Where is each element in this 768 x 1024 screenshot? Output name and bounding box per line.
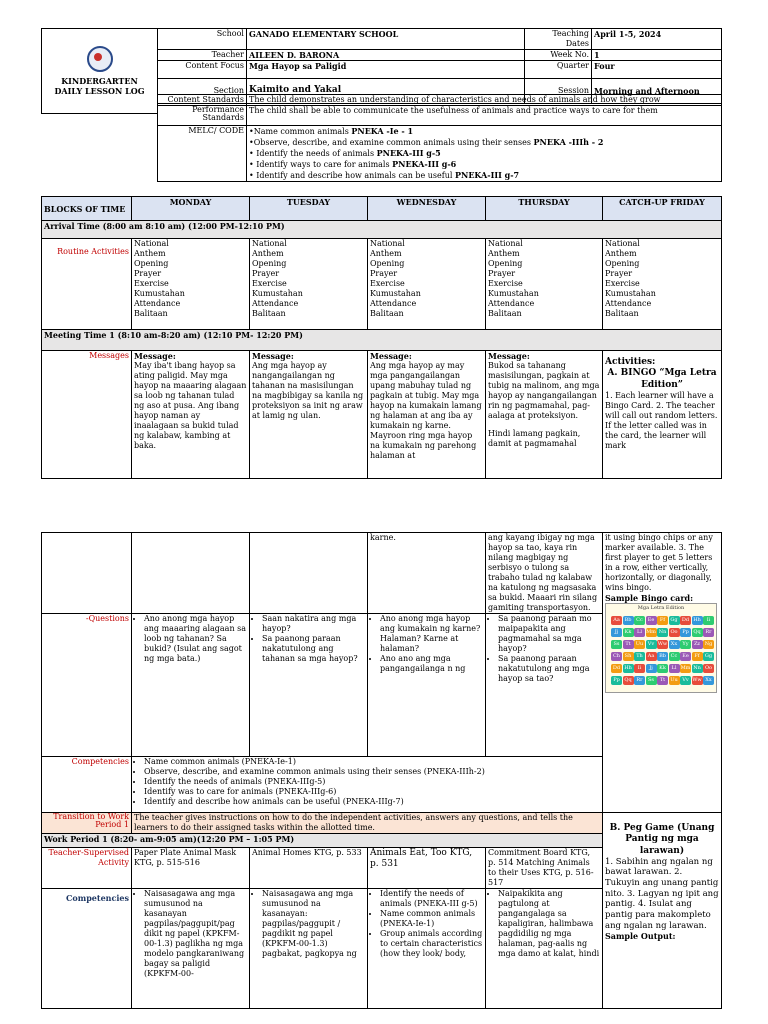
competency-tuesday [250, 889, 368, 1009]
content-focus-value: Mga Hayop sa Paligid [247, 61, 525, 79]
work-period-row: Work Period 1 (8:20- am-9:05 am)(12:20 PM – 1:05 PM) [42, 834, 603, 848]
bingo-instructions-cont: it using bingo chips or any marker available. 3. The first player to get 5 letters in a row, either vertically, horizontally, or diagonally, wins bingo. [605, 533, 713, 592]
routine-line: Anthem [488, 249, 520, 258]
teaching-dates-value: April 1-5, 2024 [592, 29, 722, 50]
day-header-thursday: THURSDAY [486, 197, 603, 221]
arrival-time-row: Arrival Time (8:00 am 8:10 am) (12:00 PM-12:10 PM) [42, 221, 722, 239]
standards-table [157, 94, 722, 182]
competency-thursday [486, 889, 603, 1009]
routine-line: Prayer [252, 269, 280, 278]
routine-line: National [605, 239, 640, 248]
routine-line: Exercise [252, 279, 287, 288]
sample-output-label: Sample Output: [605, 931, 676, 942]
dll-title-cell [42, 29, 158, 114]
competency-item: • Group animals according to certain characteristics (how they look/ body, [380, 929, 483, 959]
bingo-cell: Kk [657, 664, 668, 673]
meeting-time-row: Meeting Time 1 (8:10 am-8:20 am) (12:10 PM- 12:20 PM) [42, 330, 722, 351]
question-item: • Ano ano ang mga pangangailanga n ng [380, 654, 483, 674]
bingo-card-header: Mga Letra Edition [637, 605, 685, 611]
question-item: • Sa paanong paraan nakatutulong ang mga hayop sa tao? [498, 654, 600, 684]
performance-standards-label [158, 106, 247, 126]
competency-item: • Identify and describe how animals can be useful (PNEKA-IIIg-7) [144, 797, 600, 807]
day-header-friday: CATCH-UP FRIDAY [603, 197, 722, 221]
routine-line: Prayer [370, 269, 398, 278]
bingo-cell: Qq [693, 629, 701, 635]
competency-item: • Name common animals (PNEKA-Ie-1) [144, 757, 600, 767]
routine-line: National [134, 239, 169, 248]
bingo-cell: Ff [692, 652, 703, 661]
message-text: Ang mga hayop ay nangangailangan ng tahanan na masisilungan na magbibigay sa kanila ng proteksiyon sa init ng araw at lamig ng ulan. [252, 361, 364, 420]
bingo-cell: Vv [646, 640, 657, 649]
content-standards-label: Content Standards [158, 95, 247, 106]
routine-wednesday [368, 239, 486, 330]
melc-list [247, 126, 722, 182]
bingo-cell: Hh [624, 665, 632, 671]
bingo-cell: Ee [646, 616, 657, 625]
routine-line: Anthem [134, 249, 166, 258]
routine-activities-label: Routine Activities [42, 239, 132, 330]
melc-item: • Identify ways to care for animals PNEKA-III g-6 [249, 159, 457, 169]
message-wednesday-cont: karne. [368, 533, 486, 614]
teacher-supervised-label: Teacher-Supervised Activity [42, 848, 132, 889]
questions-thursday [486, 614, 603, 757]
school-label: School [158, 29, 247, 50]
routine-friday [603, 239, 722, 330]
routine-line: Exercise [605, 279, 640, 288]
message-head: Message: [370, 351, 412, 361]
teaching-dates-label: Teaching Dates [525, 29, 592, 50]
tsa-thursday: Commitment Board KTG, p. 514 Matching Animals to their Uses KTG, p. 516-517 [486, 848, 603, 889]
section-label: Section [158, 79, 247, 104]
week-label: Week No. [525, 50, 592, 61]
questions-wednesday [368, 614, 486, 757]
bingo-cell: Oo [670, 629, 678, 635]
routine-line: Attendance [252, 299, 299, 308]
bingo-cell: Jj [611, 628, 622, 637]
routine-line: Prayer [134, 269, 162, 278]
competencies-list [132, 757, 603, 813]
routine-line: Opening [605, 259, 640, 268]
performance-label-line1: Performance [192, 105, 244, 114]
bingo-cell: Dd [612, 665, 621, 671]
quarter-label: Quarter [525, 61, 592, 79]
bingo-cell: Jj [646, 664, 657, 673]
message-text: Ang mga hayop ay may mga pangangailangan upang mabuhay tulad ng pagkain at tubig. May mga hayop na kumakain lamang ng halaman at ang iba ay kumakain ng karne. Mayroon ring mga hayop na kumakain ng parehong halaman at [370, 361, 482, 460]
routine-line: Balitaan [370, 309, 404, 318]
week-value: 1 [592, 50, 722, 61]
routine-line: Kumustahan [488, 289, 539, 298]
bingo-cell: Ng [704, 641, 713, 647]
question-item: • Sa paanong paraan nakatutulong ang tahanan sa mga hayop? [262, 634, 365, 664]
bingo-cell: Ss [646, 676, 657, 685]
question-item: • Ano anong mga hayop ang maaaring alagaan sa loob ng tahanan? Sa bukid? (Isulat ang sagot ng mga bata.) [144, 614, 247, 664]
tsa-tuesday: Animal Homes KTG, p. 533 [250, 848, 368, 889]
title-line-1: KINDERGARTEN [61, 76, 138, 86]
tsa-monday: Paper Plate Animal Mask KTG, p. 515-516 [132, 848, 250, 889]
bingo-cell: Uu [635, 641, 644, 647]
questions-label: -Questions [42, 614, 132, 757]
question-item: • Ano anong mga hayop ang kumakain ng karne? Halaman? Karne at halaman? [380, 614, 483, 654]
bingo-cell: Nn [658, 629, 667, 635]
competency-item: • Naisasagawa ang mga sumusunod na kasanayan pagpilas/paggupit/pag dikit ng papel (KPKFM-00-1.3) paglikha ng mga modelo pangkaraniwang bagay sa paligid (KPKFM-00- [144, 889, 247, 979]
competency-item: • Identify was to care for animals (PNEKA-IIIg-6) [144, 787, 600, 797]
peg-game-instructions: 1. Sabihin ang ngalan ng bawat larawan. 2. Tukuyin ang unang pantig nito. 3. Lagyan ng ipit ang pantig. 4. Isulat ang pantig para makompleto ang ngalan ng larawan. [605, 856, 719, 931]
melc-item: •Name common animals PNEKA -Ie - 1 [249, 126, 414, 136]
bingo-cell: Zz [692, 640, 703, 649]
message-text: May iba't ibang hayop sa ating paligid. May mga hayop na maaaring alagaan sa loob ng tahanan tulad ng aso at pusa. Ang ibang hayop naman ay inaalagaan sa bukid tulad ng kalabaw, kambing at baka. [134, 361, 247, 450]
bingo-cell: Rr [703, 628, 714, 637]
routine-line: Attendance [370, 299, 417, 308]
bingo-cell: Th [634, 652, 645, 661]
routine-line: Kumustahan [370, 289, 421, 298]
routine-line: Anthem [252, 249, 284, 258]
routine-line: Kumustahan [134, 289, 185, 298]
performance-label-line2: Standards [202, 113, 244, 123]
bingo-cell: Xx [669, 640, 680, 649]
peg-game-cell [603, 813, 722, 1009]
bingo-cell: Aa [646, 652, 657, 661]
competency-item: • Observe, describe, and examine common animals using their senses (PNEKA-IIIh-2) [144, 767, 600, 777]
bingo-cell: Gg [704, 653, 713, 659]
message-wednesday [368, 351, 486, 479]
melc-label: MELC/ CODE [158, 126, 247, 182]
routine-line: Kumustahan [605, 289, 656, 298]
bingo-instructions: 1. Each learner will have a Bingo Card. 2. The teacher will call out random letters. If the letter called was in the card, the learner will mark [605, 390, 718, 450]
messages-label: Messages [42, 351, 132, 479]
bingo-cell: Qq [624, 677, 632, 683]
title-line-2: DAILY LESSON LOG [54, 86, 145, 96]
sample-bingo-label: Sample Bingo card: [605, 593, 694, 603]
bingo-cell: Tt [657, 676, 668, 685]
bingo-cell: Ww [692, 677, 702, 683]
message-thursday-cont: ang kayang ibigay ng mga hayop sa tao, kaya rin nilang magbigay ng serbisyo o tulong sa trabaho tulad ng kalabaw na katulong ng magsasaka sa bukid. Maaari rin silang gamiting transportasyon. [486, 533, 603, 614]
bingo-cell: Ii [634, 664, 645, 673]
competency-item: • Naisasagawa ang mga sumusunod na kasanayan: pagpilas/paggupit / pagdikit ng papel (KPKFM-00-1.3) pagbakat, pagkopya ng [262, 889, 365, 959]
competency-item: • Name common animals (PNEKA-Ie-1) [380, 909, 483, 929]
session-value: Morning and Afternoon [592, 79, 722, 104]
transition-label: Transition to Work Period 1 [42, 813, 132, 834]
routine-line: Attendance [488, 299, 535, 308]
message-text-2: Hindi lamang pagkain, damit at pagmamahal [488, 429, 581, 448]
routine-line: Anthem [605, 249, 637, 258]
bingo-cell: Bb [623, 616, 634, 625]
day-header-monday: MONDAY [132, 197, 250, 221]
day-header-wednesday: WEDNESDAY [368, 197, 486, 221]
bingo-cell: Tt [623, 640, 634, 649]
routine-line: National [252, 239, 287, 248]
bingo-cell: Mm [680, 665, 691, 671]
competencies-label: Competencies [42, 757, 132, 813]
competency-item: • Naipakikita ang pagtulong at pangangalaga sa kapaligiran, halimbawa pagdidilig ng mga halaman, pag-aalis ng mga damo at kalat, hindi [498, 889, 600, 959]
question-item: • Saan nakatira ang mga hayop? [262, 614, 365, 634]
routine-line: Opening [134, 259, 169, 268]
routine-line: Opening [370, 259, 405, 268]
bingo-cell: Aa [611, 616, 622, 625]
schedule-table-bottom [41, 532, 722, 1009]
bingo-cell: Yy [680, 640, 691, 649]
routine-line: Prayer [488, 269, 516, 278]
routine-line: Exercise [488, 279, 523, 288]
routine-monday [132, 239, 250, 330]
melc-item: • Identify the needs of animals PNEKA-III g-5 [249, 148, 441, 158]
tsa-wednesday: Animals Eat, Too KTG, p. 531 [368, 848, 486, 889]
message-monday [132, 351, 250, 479]
question-item: • Sa paanong paraan mo maipapakita ang pagmamahal sa mga hayop? [498, 614, 600, 654]
transition-text: The teacher gives instructions on how to do the independent activities, answers any questions, and tells the learners to do their assigned tasks within the allotted time. [132, 813, 603, 834]
bingo-cell: Ff [657, 616, 668, 625]
message-text: Bukod sa tahanang masisilungan, pagkain at tubig na malinom, ang mga hayop ay nangangailangan rin ng pagmamahal, pag-aalaga at proteksiyon. [488, 361, 600, 420]
melc-item: • Identify and describe how animals can be useful PNEKA-III g-7 [249, 170, 520, 180]
friday-bingo-cont [603, 533, 722, 813]
bingo-cell: Cc [634, 616, 645, 625]
performance-standards-value: The child shall be able to communicate the usefulness of animals and practice ways to care for them [247, 106, 722, 126]
school-value: GANADO ELEMENTARY SCHOOL [247, 29, 525, 50]
bingo-cell: Nn [693, 665, 701, 671]
routine-line: Attendance [134, 299, 181, 308]
bingo-cell: Sh [623, 652, 634, 661]
bingo-cell: Kk [623, 628, 634, 637]
content-focus-label: Content Focus [158, 61, 247, 79]
routine-line: Opening [488, 259, 523, 268]
bingo-cell: Ll [634, 628, 645, 637]
bingo-cell: Mm [646, 629, 656, 635]
activities-friday [603, 351, 722, 479]
bingo-cell: Pp [611, 676, 622, 685]
message-tuesday [250, 351, 368, 479]
peg-game-title: B. Peg Game (Unang Pantig ng mga larawan) [609, 823, 715, 856]
bingo-cell: Rr [634, 676, 645, 685]
message-head: Message: [488, 351, 530, 361]
message-head: Message: [134, 351, 176, 361]
bingo-cell: Ee [680, 652, 691, 661]
bingo-cell: Vv [680, 676, 691, 685]
competency-wednesday [368, 889, 486, 1009]
routine-line: Attendance [605, 299, 652, 308]
routine-thursday [486, 239, 603, 330]
bingo-cell: Ww [657, 641, 668, 647]
day-header-tuesday: TUESDAY [250, 197, 368, 221]
routine-line: Opening [252, 259, 287, 268]
competencies-label-2: Competencies [42, 889, 132, 1009]
schedule-table-top [41, 196, 722, 479]
quarter-value: Four [592, 61, 722, 79]
blocks-of-time-header: BLOCKS OF TIME [42, 197, 132, 221]
routine-line: Exercise [134, 279, 169, 288]
bingo-cell: Xx [703, 676, 714, 685]
deped-seal-icon [87, 46, 113, 72]
bingo-cell: Ll [669, 664, 680, 673]
bingo-cell: Gg [670, 617, 678, 623]
routine-line: Prayer [605, 269, 633, 278]
routine-line: National [488, 239, 523, 248]
bingo-cell: Ss [611, 640, 622, 649]
bingo-cell: Uu [670, 677, 678, 683]
bingo-cell: Hh [693, 617, 701, 623]
content-standards-value: The child demonstrates an understanding of characteristics and needs of animals and how they grow [247, 95, 722, 106]
routine-line: Balitaan [605, 309, 639, 318]
message-head: Message: [252, 351, 294, 361]
competency-item: • Identify the needs of animals (PNEKA-IIIg-5) [144, 777, 600, 787]
bingo-title: A. BINGO “Mga Letra Edition” [607, 368, 717, 390]
questions-monday [132, 614, 250, 757]
sample-bingo-card-image [605, 603, 717, 693]
message-thursday [486, 351, 603, 479]
melc-item: •Observe, describe, and examine common animals using their senses PNEKA -IIIh - 2 [249, 137, 604, 147]
routine-line: Anthem [370, 249, 402, 258]
routine-tuesday [250, 239, 368, 330]
routine-line: Kumustahan [252, 289, 303, 298]
bingo-cell: Bb [657, 652, 668, 661]
routine-line: Balitaan [134, 309, 168, 318]
routine-line: Balitaan [252, 309, 286, 318]
teacher-value: AILEEN D. BARONA [247, 50, 525, 61]
teacher-label: Teacher [158, 50, 247, 61]
routine-line: Balitaan [488, 309, 522, 318]
competency-item: • Identify the needs of animals (PNEKA-III g-5) [380, 889, 483, 909]
bingo-cell: Cc [669, 652, 680, 661]
bingo-cell: Oo [704, 665, 713, 671]
questions-tuesday [250, 614, 368, 757]
competency-monday [132, 889, 250, 1009]
bingo-cell: Ii [703, 616, 714, 625]
bingo-cell: Dd [681, 617, 690, 623]
activities-head: Activities: [605, 357, 656, 367]
bingo-cell: Pp [680, 628, 691, 637]
routine-line: National [370, 239, 405, 248]
section-value: Kaimito and Yakal [247, 79, 525, 104]
session-label: Session [525, 79, 592, 104]
bingo-cell: Ch [612, 653, 621, 659]
routine-line: Exercise [370, 279, 405, 288]
